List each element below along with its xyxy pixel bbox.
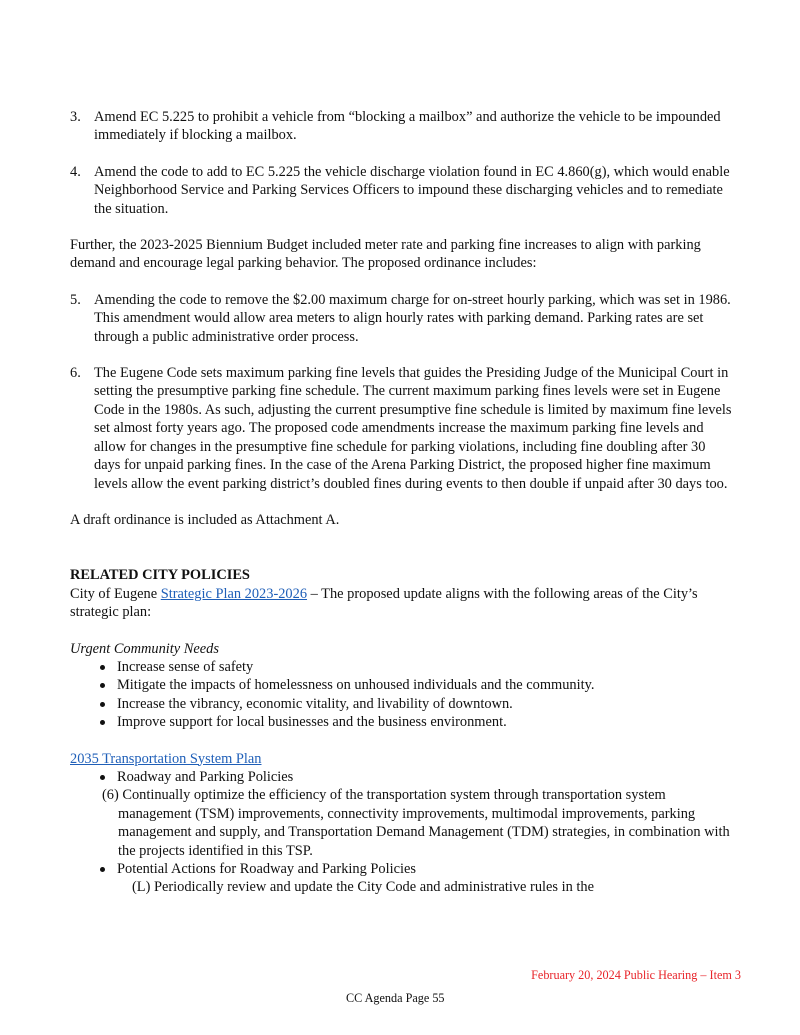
item-text: The Eugene Code sets maximum parking fine levels that guides the Presiding Judge of the Municipal Court in setting the presumptive parking fine schedule. The current maximum parking fines levels were set in Eugene Code in the 1980s. As such, adjusting the current presumptive fine schedule is limited by maximum fine levels set almost forty years ago. The proposed code amendments increase the maximum parking fine levels and allow for changes in the presumptive fine schedule for parking violations, including fine doubling after 30 days for unpaid parking fines. In the case of the Arena Parking District, the proposed higher fine maximum levels allow the event parking district’s doubled fines during events to then double if unpaid after 30 days too. [94, 365, 732, 492]
hearing-footer: February 20, 2024 Public Hearing – Item 3 [531, 968, 741, 982]
document-page [70, 108, 735, 897]
budget-paragraph: Further, the 2023-2025 Biennium Budget included meter rate and parking fine increases to align with parking demand and encourage legal parking behavior. The proposed ordinance includes: [70, 237, 701, 272]
urgent-needs-heading: Urgent Community Needs [70, 640, 219, 657]
item-number: 6. [70, 365, 81, 382]
intro-suffix: – The proposed update aligns with the following areas of the City’s strategic plan: [70, 585, 698, 621]
policy-label: Roadway and Parking Policies [117, 768, 294, 785]
list-item: Mitigate the impacts of homelessness on unhoused individuals and the community. [100, 676, 735, 694]
numbered-item-3 [70, 108, 735, 145]
strategic-plan-link[interactable]: Strategic Plan 2023-2026 [160, 585, 308, 602]
item-text: Amend the code to add to EC 5.225 the vehicle discharge violation found in EC 4.860(g), which would enable Neighborhood Service and Parking Services Officers to impound these discharging vehicles and to remediate the situation. [94, 163, 730, 217]
section-heading: RELATED CITY POLICIES [70, 567, 250, 584]
list-item [100, 860, 735, 878]
strategic-plan-intro [70, 585, 735, 622]
tsp-list-2 [70, 860, 735, 878]
draft-ordinance-paragraph: A draft ordinance is included as Attachment A. [70, 511, 340, 528]
urgent-needs-list [70, 658, 735, 732]
policy-label: Potential Actions for Roadway and Parking Policies [117, 861, 416, 877]
item-text: Amending the code to remove the $2.00 maximum charge for on-street hourly parking, which was set in 1986. This amendment would allow area meters to align hourly rates with parking demand. Parking rates are set through a public administrative order process. [94, 291, 731, 345]
page-number: CC Agenda Page 55 [346, 991, 445, 1005]
list-item: Increase sense of safety [100, 658, 735, 676]
item-number: 4. [70, 163, 81, 180]
numbered-item-5 [70, 291, 735, 346]
intro-prefix: City of Eugene [70, 585, 161, 602]
list-item [100, 768, 735, 786]
list-item: Increase the vibrancy, economic vitality, and livability of downtown. [100, 695, 735, 713]
item-number: 5. [70, 291, 81, 308]
list-item: Improve support for local businesses and the business environment. [100, 713, 735, 731]
transportation-plan-link[interactable]: 2035 Transportation System Plan [70, 750, 262, 767]
item-text: Amend EC 5.225 to prohibit a vehicle from “blocking a mailbox” and authorize the vehicle to be impounded immediately if blocking a mailbox. [94, 109, 721, 144]
tsp-link-line [70, 750, 735, 768]
policy-sub-item: (L) Periodically review and update the City Code and administrative rules in the [132, 879, 594, 896]
tsp-list [70, 768, 735, 786]
numbered-item-4 [70, 163, 735, 218]
item-number: 3. [70, 109, 81, 125]
numbered-item-6 [70, 364, 735, 493]
policy-sub-item: (6) Continually optimize the efficiency of the transportation system through transportation system management (TSM) improvements, connectivity improvements, multimodal improvements, parking management and supply, and Transportation Demand Management (TDM) strategies, in combination with the projects identified in this TSP. [102, 787, 730, 859]
